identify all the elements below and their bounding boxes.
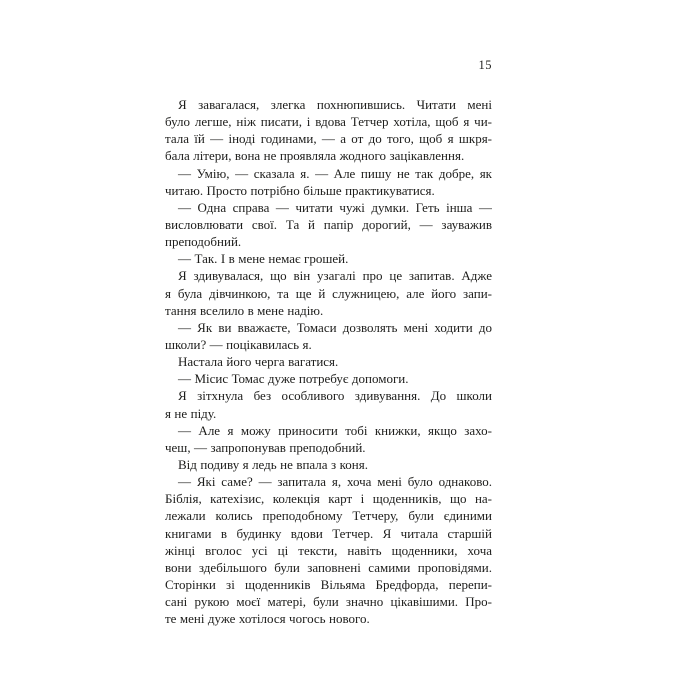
text-line: Від подиву я ледь не впала з коня.	[178, 456, 368, 472]
paragraph	[165, 370, 492, 387]
text-line: книгами в будинку вдови Тетчер. Я читала старшій	[165, 525, 492, 541]
text-line: я не піду.	[165, 405, 217, 421]
text-line: Біблія, катехізис, колекція карт і щоденників, що на-	[165, 491, 492, 507]
text-line: те мені дуже хотілося чогось нового.	[165, 611, 370, 627]
text-line: преподобний.	[165, 234, 242, 250]
paragraph	[165, 267, 492, 318]
text-line: — Місис Томас дуже потребує допомоги.	[178, 371, 409, 387]
text-line: школи? — поцікавилась я.	[165, 336, 312, 352]
text-line: бала літери, вона не проявляла жодного зацікавлення.	[165, 148, 465, 164]
text-line: чеш, — запропонував преподобний.	[165, 439, 366, 455]
text-line: Я здивувалася, що він узагалі про це запитав. Адже	[178, 268, 492, 284]
text-line: — Але я можу приносити тобі книжки, якщо захо-	[178, 422, 492, 438]
text-line: висловлювати свої. Та й папір дорогий, — зауважив	[165, 216, 492, 232]
paragraph	[165, 353, 492, 370]
paragraph	[165, 250, 492, 267]
text-line: Настала його черга вагатися.	[178, 354, 339, 370]
text-line: Сторінки зі щоденників Вільяма Бредфорда, перепи-	[165, 576, 492, 592]
text-line: Я зітхнула без особливого здивування. До школи	[178, 388, 492, 404]
paragraph	[165, 473, 492, 627]
paragraph	[165, 456, 492, 473]
paragraph	[165, 319, 492, 353]
paragraph	[165, 422, 492, 456]
text-line: я була дівчинкою, та ще й служницею, але його запи-	[165, 285, 492, 301]
text-line: Я завагалася, злегка похнюпившись. Читати мені	[178, 97, 492, 112]
text-line: було легше, ніж писати, і вдова Тетчер хотіла, щоб я чи-	[165, 114, 492, 130]
text-line: жінці вголос усі ці тексти, навіть щоденники, хоча	[165, 542, 492, 558]
text-line: тання вселило в мене надію.	[165, 302, 324, 318]
page-number: 15	[478, 58, 492, 72]
paragraph	[165, 165, 492, 199]
paragraph	[165, 96, 492, 165]
text-line: читаю. Просто потрібно більше практикуватися.	[165, 182, 435, 198]
text-line: — Як ви вважаєте, Томаси дозволять мені ходити до	[178, 319, 492, 335]
text-line: — Одна справа — читати чужі думки. Геть інша —	[178, 199, 492, 215]
text-line: — Умію, — сказала я. — Але пишу не так добре, як	[178, 165, 492, 181]
body-text	[165, 96, 492, 627]
text-line: тала їй — іноді годинами, — а от до того, щоб я шкря-	[165, 131, 492, 147]
text-line: сані рукою моєї матері, були значно цікавішими. Про-	[165, 594, 492, 610]
paragraph	[165, 387, 492, 421]
text-line: лежали колись преподобному Тетчеру, були єдиними	[165, 508, 492, 524]
paragraph	[165, 199, 492, 250]
text-line: — Так. І в мене немає грошей.	[178, 251, 349, 267]
text-line: — Які саме? — запитала я, хоча мені було однаково.	[178, 474, 492, 490]
text-line: вони здебільшого були заповнені самими проповідями.	[165, 559, 492, 575]
